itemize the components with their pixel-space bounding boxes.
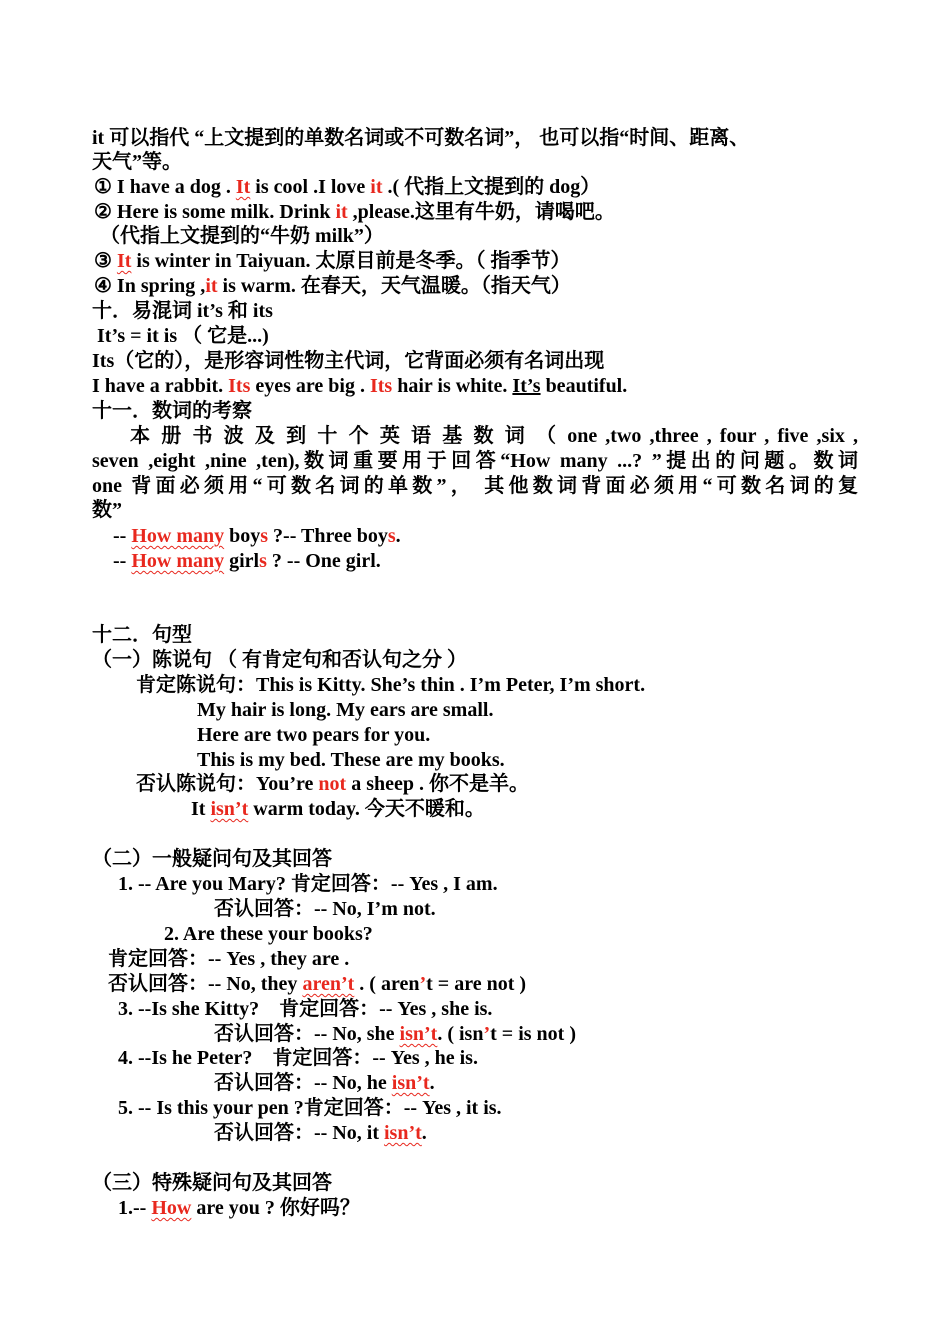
special-question-1: 1.-- How are you ? 你好吗？: [118, 1197, 360, 1219]
numerals-paragraph-line2: seven ,eight ,nine ,ten),数词重要用于回答“How many ...? ”提出的问题。数词: [92, 450, 858, 472]
declarative-positive-2: My hair is long. My ears are small.: [197, 699, 494, 721]
declarative-negative-1: 否认陈说句：You’re not a sheep . 你不是羊。: [136, 773, 529, 795]
numerals-paragraph-line4: 数”: [92, 499, 122, 521]
general-question-3-negative: 否认回答：-- No, she isn’t. ( isn’t = is not ): [214, 1023, 576, 1045]
numerals-paragraph-line3: one 背面必须用“可数名词的单数”， 其他数词背面必须用“可数名词的复: [92, 475, 858, 497]
how-many-example-2: -- How many girls ? -- One girl.: [113, 550, 381, 572]
its-definition-2: Its（它的），是形容词性物主代词，它背面必须有名词出现: [92, 350, 605, 372]
it-intro-line2: 天气”等。: [92, 151, 182, 173]
its-definition-1: It’s = it is （ 它是...): [92, 325, 269, 347]
numerals-heading: 十一．数词的考察: [92, 400, 252, 422]
general-question-2-negative: 否认回答：-- No, they aren’t . ( aren’t = are not ): [108, 973, 527, 995]
it-example-3: ③ It is winter in Taiyuan. 太原目前是冬季。（ 指季节）: [94, 250, 571, 272]
general-question-2-positive: 肯定回答：-- Yes , they are .: [108, 948, 350, 970]
how-many-example-1: -- How many boys ?-- Three boys.: [113, 525, 401, 547]
its-heading: 十．易混词 it’s 和 its: [92, 300, 273, 322]
general-question-2: 2. Are these your books?: [164, 923, 373, 945]
general-question-1-negative: 否认回答：-- No, I’m not.: [214, 898, 436, 920]
general-question-1: 1. -- Are you Mary? 肯定回答：-- Yes , I am.: [118, 873, 498, 895]
sentences-heading: 十二．句型: [92, 624, 192, 646]
it-intro-line1: it 可以指代 “上文提到的单数名词或不可数名词”， 也可以指“时间、距离、: [92, 127, 750, 149]
general-question-heading: （二）一般疑问句及其回答: [92, 848, 332, 870]
general-question-5-negative: 否认回答：-- No, it isn’t.: [214, 1122, 427, 1144]
it-example-2-note: （代指上文提到的“牛奶 milk”）: [100, 225, 384, 247]
general-question-4-negative: 否认回答：-- No, he isn’t.: [214, 1072, 435, 1094]
general-question-3: 3. --Is she Kitty? 肯定回答：-- Yes , she is.: [118, 998, 493, 1020]
its-example: I have a rabbit. Its eyes are big . Its hair is white. It’s beautiful.: [92, 375, 628, 397]
it-example-1: ① I have a dog . It is cool .I love it .( 代指上文提到的 dog）: [94, 176, 601, 198]
special-question-heading: （三）特殊疑问句及其回答: [92, 1172, 332, 1194]
general-question-4: 4. --Is he Peter? 肯定回答：-- Yes , he is.: [118, 1047, 478, 1069]
general-question-5: 5. -- Is this your pen ?肯定回答：-- Yes , it is.: [118, 1097, 502, 1119]
it-example-4: ④ In spring ,it is warm. 在春天，天气温暖。（指天气）: [94, 275, 571, 297]
declarative-heading: （一）陈说句 （ 有肯定句和否认句之分 ）: [92, 649, 467, 671]
declarative-positive-1: 肯定陈说句：This is Kitty. She’s thin . I’m Peter, I’m short.: [136, 674, 646, 696]
numerals-paragraph-line1: 本 册 书 波 及 到 十 个 英 语 基 数 词 （ one ,two ,three , four , five ,six ,: [130, 425, 858, 447]
declarative-positive-4: This is my bed. These are my books.: [197, 749, 505, 771]
declarative-negative-2: It isn’t warm today. 今天不暖和。: [191, 798, 485, 820]
declarative-positive-3: Here are two pears for you.: [197, 724, 431, 746]
it-example-2: ② Here is some milk. Drink it ,please.这里有牛奶，请喝吧。: [94, 201, 615, 223]
